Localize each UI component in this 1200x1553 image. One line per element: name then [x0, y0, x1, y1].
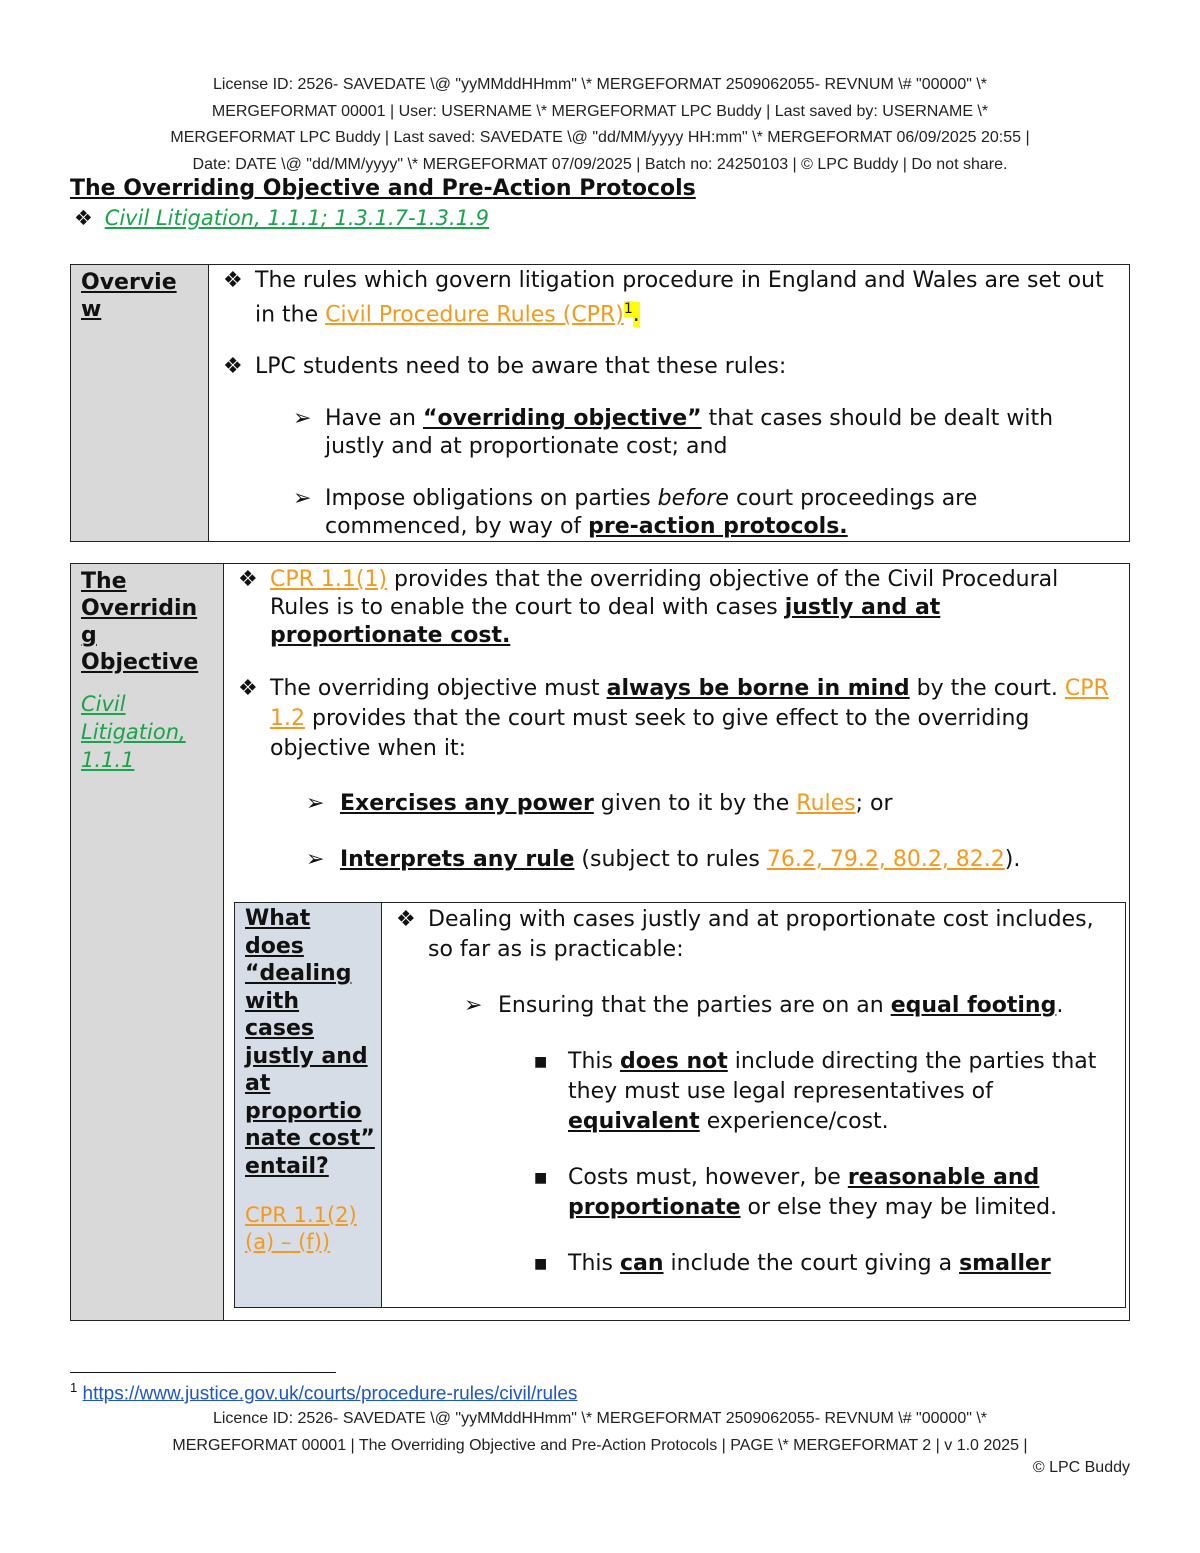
text: The rules which govern litigation procedure in England and Wales are set out in the [255, 268, 1104, 328]
text: . [1056, 993, 1064, 1018]
header-line: Date: DATE \@ "dd/MM/yyyy" \* MERGEFORMAT 07/09/2025 | Batch no: 24250103 | © LPC Buddy | Do not share. [192, 155, 1008, 173]
footer-copyright: © LPC Buddy [1032, 1459, 1130, 1476]
objective-label [71, 564, 223, 676]
label-line: w [81, 297, 102, 322]
text: ; or [855, 791, 893, 816]
text: provides that the overriding objective of the Civil Procedural Rules is to enable the court to deal with cases [270, 567, 1059, 620]
diamond-bullet-icon: ❖ [74, 206, 93, 230]
label-line: cases [245, 1016, 314, 1041]
link-line: Civil [81, 692, 126, 716]
cpr-link[interactable]: CPR 1.2 [270, 676, 1109, 731]
cpr-link[interactable]: Civil Procedure Rules (CPR) [325, 302, 624, 328]
text: court proceedings are commenced, by way of [325, 486, 978, 540]
text: given to it by the [593, 791, 797, 816]
cpr-link[interactable]: CPR 1.1(1) [270, 567, 388, 592]
label-line: nate cost” [245, 1126, 375, 1151]
source-reference [74, 206, 489, 230]
text: This [568, 1251, 620, 1276]
label-line: proportio [245, 1098, 362, 1124]
header-line: MERGEFORMAT 00001 | User: USERNAME \* MERGEFORMAT LPC Buddy | Last saved by: USERNAME \* [211, 102, 989, 120]
inner-table [234, 902, 1126, 1308]
text: Costs must, however, be [568, 1165, 848, 1190]
overview-label-cell [71, 265, 209, 542]
document-title: The Overriding Objective and Pre-Action Protocols [70, 176, 696, 201]
text: always be borne in mind [606, 676, 910, 701]
footnote-separator [70, 1372, 336, 1373]
text: “overriding objective” [423, 406, 702, 432]
text: include the court giving a [663, 1251, 960, 1276]
label-line: does [245, 933, 304, 959]
page-footer [70, 1406, 1130, 1459]
diamond-bullet-icon: ❖ [238, 676, 258, 701]
list-item [382, 1249, 1125, 1279]
text: The overriding objective must [270, 676, 607, 701]
rules-link[interactable]: Rules [796, 791, 856, 816]
diamond-bullet-icon: ❖ [238, 567, 258, 592]
arrow-bullet-icon: ➢ [306, 791, 325, 816]
text: before [657, 486, 729, 512]
text: This [568, 1049, 620, 1074]
label-line: g [81, 623, 97, 648]
text: by the court. [909, 676, 1065, 701]
text: pre-action protocols. [588, 514, 848, 540]
overriding-objective-table [70, 563, 1130, 1321]
list-item [209, 353, 1129, 381]
label-line: Objective [81, 650, 199, 675]
square-bullet-icon: ■ [534, 1054, 548, 1070]
text: Ensuring that the parties are on an [498, 993, 891, 1018]
text: LPC students need to be aware that these rules: [255, 354, 787, 380]
list-item [382, 991, 1125, 1021]
link-line: 1.1.1 [81, 748, 135, 772]
text: Exercises any power [340, 791, 594, 816]
list-item [209, 267, 1129, 329]
text: include directing the parties that they must use legal representatives of [568, 1049, 1097, 1104]
inner-label [235, 903, 381, 1180]
arrow-bullet-icon: ➢ [306, 847, 325, 872]
footer-line: Licence ID: 2526- SAVEDATE \@ "yyMMddHHmm" \* MERGEFORMAT 2509062055- REVNUM \# "00000" \* [212, 1410, 988, 1427]
text: that cases should be dealt with justly and at proportionate cost; and [325, 406, 1054, 460]
list-item [382, 905, 1125, 965]
text: does not [619, 1049, 728, 1074]
text: or else they may be limited. [740, 1195, 1058, 1220]
label-line: justly and [245, 1043, 368, 1069]
list-item [224, 674, 1129, 764]
label-line: The [81, 569, 127, 594]
list-item [224, 846, 1129, 874]
square-bullet-icon: ■ [534, 1170, 548, 1186]
overview-content [209, 265, 1130, 542]
header-line: License ID: 2526- SAVEDATE \@ "yyMMddHHmm" \* MERGEFORMAT 2509062055- REVNUM \# "00000" \* [212, 76, 988, 93]
footnote [70, 1380, 577, 1405]
label-line: Overvie [81, 270, 177, 295]
text: ). [1004, 847, 1021, 872]
list-item [382, 1163, 1125, 1223]
text: provides that the court must seek to give effect to the overriding objective when it: [270, 706, 1030, 761]
square-bullet-icon: ■ [534, 1256, 548, 1272]
page-header [70, 72, 1130, 178]
text: justly and at proportionate cost. [270, 595, 941, 648]
text: equal footing [890, 993, 1057, 1018]
arrow-bullet-icon: ➢ [464, 993, 483, 1018]
overview-table [70, 264, 1130, 542]
objective-label-cell [71, 564, 224, 1321]
footnote-ref[interactable]: 1 [623, 301, 633, 317]
footer-line: MERGEFORMAT 00001 | The Overriding Objective and Pre-Action Protocols | PAGE \* MERGEFORMAT 2 | v 1.0 2025 | [172, 1436, 1028, 1454]
label-line: What [245, 906, 311, 931]
label-line: with [245, 988, 300, 1014]
text: Dealing with cases justly and at proportionate cost includes, so far as is practicable: [428, 907, 1094, 962]
list-item [224, 790, 1129, 818]
text: can [619, 1251, 664, 1276]
list-item [209, 485, 1129, 541]
list-item [382, 1047, 1125, 1137]
diamond-bullet-icon: ❖ [223, 354, 243, 380]
list-item [209, 405, 1129, 461]
link-line: Litigation, [81, 720, 186, 744]
label-line: “dealing [245, 961, 352, 986]
arrow-bullet-icon: ➢ [293, 406, 312, 432]
civil-litigation-link[interactable] [71, 676, 223, 774]
text: (subject to rules [574, 847, 767, 872]
header-line: MERGEFORMAT LPC Buddy | Last saved: SAVEDATE \@ "dd/MM/yyyy HH:mm" \* MERGEFORMAT 06/09/2025 20:55 | [170, 129, 1030, 146]
overview-label [71, 265, 208, 323]
arrow-bullet-icon: ➢ [293, 486, 312, 512]
label-line: entail? [245, 1153, 329, 1179]
rules-link[interactable]: 76.2, 79.2, 80.2, 82.2 [766, 847, 1005, 872]
diamond-bullet-icon: ❖ [396, 907, 416, 932]
label-line: Overridin [81, 596, 198, 621]
objective-content [224, 564, 1130, 1321]
inner-label-cell [235, 903, 382, 1308]
label-line: at [245, 1071, 271, 1096]
text: Impose obligations on parties [325, 486, 658, 512]
text: reasonable and proportionate [568, 1165, 1040, 1220]
text: Interprets any rule [340, 847, 575, 872]
inner-content [382, 903, 1126, 1308]
text: Have an [325, 406, 423, 432]
source-link[interactable]: Civil Litigation, 1.1.1; 1.3.1.7-1.3.1.9 [104, 206, 490, 230]
text: smaller [959, 1251, 1051, 1276]
list-item [224, 566, 1129, 650]
link-line: (a) – (f)) [245, 1230, 331, 1254]
text: experience/cost. [699, 1109, 889, 1134]
link-line: CPR 1.1(2) [245, 1203, 357, 1227]
cpr-reference-link[interactable] [235, 1180, 381, 1256]
diamond-bullet-icon: ❖ [223, 268, 243, 293]
text: . [632, 302, 640, 328]
footnote-number: 1 [70, 1380, 78, 1395]
text: equivalent [568, 1109, 700, 1134]
footnote-link[interactable]: https://www.justice.gov.uk/courts/procedure-rules/civil/rules [82, 1383, 578, 1405]
